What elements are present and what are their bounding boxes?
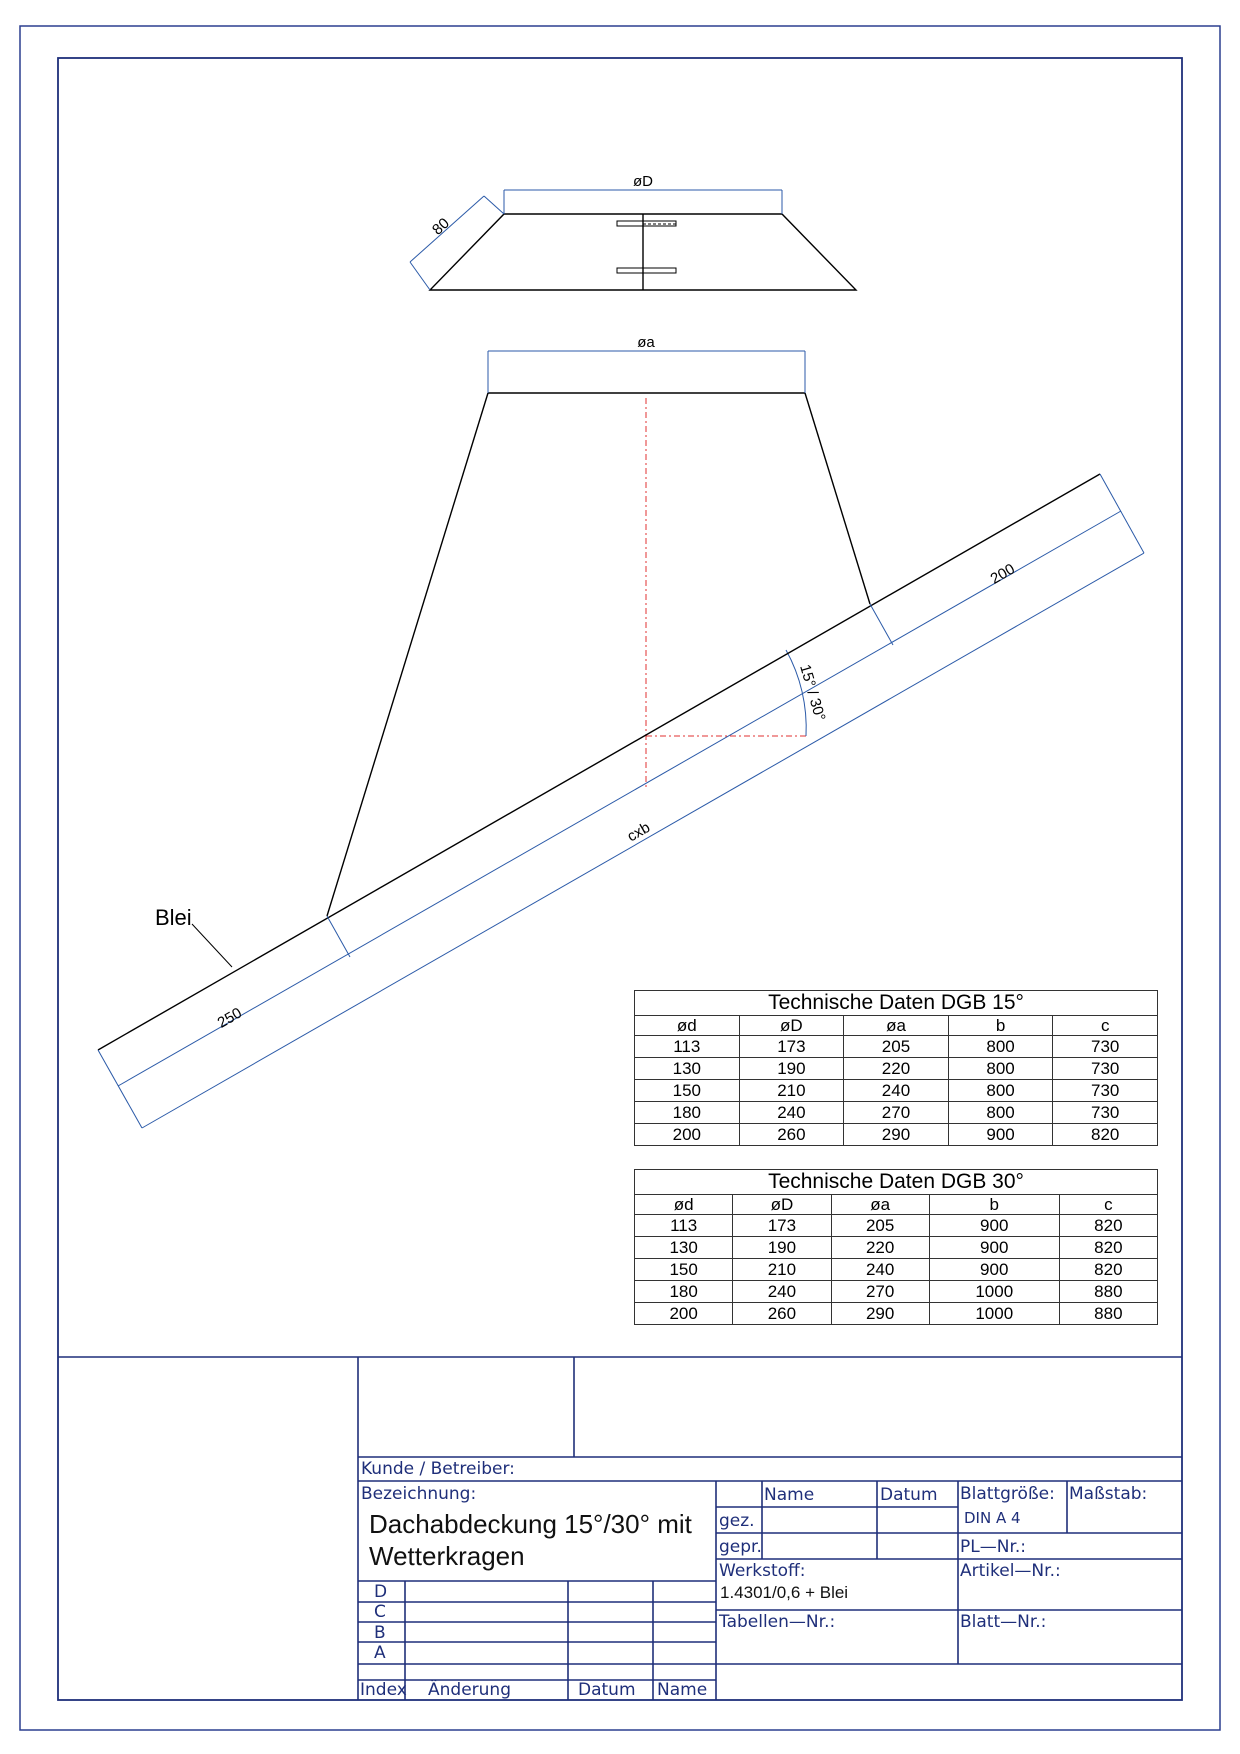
table-cell: 800 <box>948 1036 1053 1058</box>
table-cell: 180 <box>635 1281 733 1303</box>
table-cell: 240 <box>733 1281 831 1303</box>
top-part-dim-label: øD <box>633 173 653 190</box>
material-label: Werkstoff: <box>719 1561 806 1581</box>
table-cell: 730 <box>1053 1102 1158 1124</box>
table-cell: 260 <box>739 1124 844 1146</box>
table-cell: 820 <box>1059 1259 1157 1281</box>
revision-name-header: Name <box>657 1680 708 1700</box>
weather-collar-part <box>430 214 856 290</box>
material-callout: Blei <box>155 905 192 930</box>
table-cell: 270 <box>831 1281 929 1303</box>
table-header-row <box>635 1016 1158 1036</box>
column-header: c <box>1059 1195 1157 1215</box>
column-header: c <box>1053 1016 1158 1036</box>
drawn-label: gez. <box>719 1511 755 1531</box>
name-header: Name <box>764 1485 815 1505</box>
table-cell: 130 <box>635 1237 733 1259</box>
column-header: øa <box>844 1016 949 1036</box>
table-cell: 205 <box>844 1036 949 1058</box>
designation-line-1: Dachabdeckung 15°/30° mit <box>369 1509 692 1539</box>
table-cell: 113 <box>635 1036 740 1058</box>
collar-right-dim-label: 200 <box>987 560 1018 588</box>
table-cell: 150 <box>635 1259 733 1281</box>
table-row <box>635 1124 1158 1146</box>
roof-plate <box>98 474 1100 1050</box>
column-header: øD <box>733 1195 831 1215</box>
table-row <box>635 1259 1158 1281</box>
table-row <box>635 1036 1158 1058</box>
cone-top-dim-label: øa <box>637 334 655 351</box>
designation-label: Bezeichnung: <box>361 1484 477 1504</box>
top-part-height-label: 80 <box>429 214 453 239</box>
table-cell: 290 <box>844 1124 949 1146</box>
inner-frame <box>58 58 1182 1700</box>
angle-label: 15° / 30° <box>796 662 829 723</box>
table-cell: 210 <box>739 1080 844 1102</box>
table-header-row <box>635 1195 1158 1215</box>
table-cell: 1000 <box>929 1281 1059 1303</box>
table-cell: 820 <box>1059 1215 1157 1237</box>
table-cell: 200 <box>635 1303 733 1325</box>
table-cell: 210 <box>733 1259 831 1281</box>
table-cell: 190 <box>733 1237 831 1259</box>
table-row <box>635 1102 1158 1124</box>
table-cell: 173 <box>739 1036 844 1058</box>
table-cell: 880 <box>1059 1281 1157 1303</box>
date-header: Datum <box>880 1485 938 1505</box>
material-value: 1.4301/0,6 + Blei <box>720 1583 849 1602</box>
table-cell: 800 <box>948 1058 1053 1080</box>
sheet-number-label: Blatt—Nr.: <box>960 1612 1047 1632</box>
table-cell: 290 <box>831 1303 929 1325</box>
outer-border <box>20 26 1220 1730</box>
table-title: Technische Daten DGB 15° <box>635 991 1158 1016</box>
table-cell: 900 <box>929 1259 1059 1281</box>
scale-label: Maßstab: <box>1069 1484 1148 1504</box>
revision-change-header: Änderung <box>428 1680 511 1700</box>
designation-line-2: Wetterkragen <box>369 1541 525 1571</box>
collar-dimensions <box>410 190 782 290</box>
table-number-label: Tabellen—Nr.: <box>719 1612 836 1632</box>
table-row <box>635 1080 1158 1102</box>
revision-index-header: Index <box>360 1680 407 1700</box>
material-leader <box>192 924 232 967</box>
table-cell: 800 <box>948 1080 1053 1102</box>
table-cell: 270 <box>844 1102 949 1124</box>
table-row <box>635 1303 1158 1325</box>
sheet-size-value: DIN A 4 <box>964 1509 1021 1527</box>
revision-date-header: Datum <box>578 1680 636 1700</box>
checked-label: gepr. <box>719 1537 762 1557</box>
table-row <box>635 1215 1158 1237</box>
revision-letter: C <box>374 1602 386 1622</box>
customer-label: Kunde / Betreiber: <box>361 1459 515 1479</box>
table-cell: 880 <box>1059 1303 1157 1325</box>
table-cell: 260 <box>733 1303 831 1325</box>
table-row <box>635 1058 1158 1080</box>
table-cell: 113 <box>635 1215 733 1237</box>
column-header: øa <box>831 1195 929 1215</box>
table-cell: 200 <box>635 1124 740 1146</box>
table-cell: 190 <box>739 1058 844 1080</box>
column-header: øD <box>739 1016 844 1036</box>
table-row <box>635 1237 1158 1259</box>
table-cell: 800 <box>948 1102 1053 1124</box>
center-line <box>646 398 806 790</box>
revision-letter: A <box>374 1643 386 1663</box>
revision-letter: D <box>374 1582 388 1602</box>
table-row <box>635 1281 1158 1303</box>
collar-left-dim-label: 250 <box>214 1004 245 1032</box>
table-cell: 205 <box>831 1215 929 1237</box>
column-header: b <box>948 1016 1053 1036</box>
column-header: b <box>929 1195 1059 1215</box>
table-cell: 730 <box>1053 1080 1158 1102</box>
slope-length-label: cxb <box>624 818 654 846</box>
spec-table-30 <box>634 1169 1158 1325</box>
table-cell: 820 <box>1059 1237 1157 1259</box>
table-cell: 240 <box>739 1102 844 1124</box>
revision-letter: B <box>374 1623 386 1643</box>
table-cell: 150 <box>635 1080 740 1102</box>
table-cell: 180 <box>635 1102 740 1124</box>
column-header: ød <box>635 1016 740 1036</box>
table-cell: 1000 <box>929 1303 1059 1325</box>
table-cell: 220 <box>844 1058 949 1080</box>
spec-table-15 <box>634 990 1158 1146</box>
table-cell: 220 <box>831 1237 929 1259</box>
table-cell: 130 <box>635 1058 740 1080</box>
table-cell: 730 <box>1053 1058 1158 1080</box>
column-header: ød <box>635 1195 733 1215</box>
cone-top-dimension <box>488 351 805 393</box>
table-title: Technische Daten DGB 30° <box>635 1170 1158 1195</box>
sheet-size-label: Blattgröße: <box>960 1484 1055 1504</box>
pl-number-label: PL—Nr.: <box>960 1537 1026 1557</box>
table-cell: 900 <box>948 1124 1053 1146</box>
table-cell: 900 <box>929 1215 1059 1237</box>
table-cell: 730 <box>1053 1036 1158 1058</box>
table-cell: 173 <box>733 1215 831 1237</box>
table-cell: 240 <box>831 1259 929 1281</box>
table-cell: 240 <box>844 1080 949 1102</box>
table-cell: 900 <box>929 1237 1059 1259</box>
article-number-label: Artikel—Nr.: <box>960 1561 1061 1581</box>
table-cell: 820 <box>1053 1124 1158 1146</box>
